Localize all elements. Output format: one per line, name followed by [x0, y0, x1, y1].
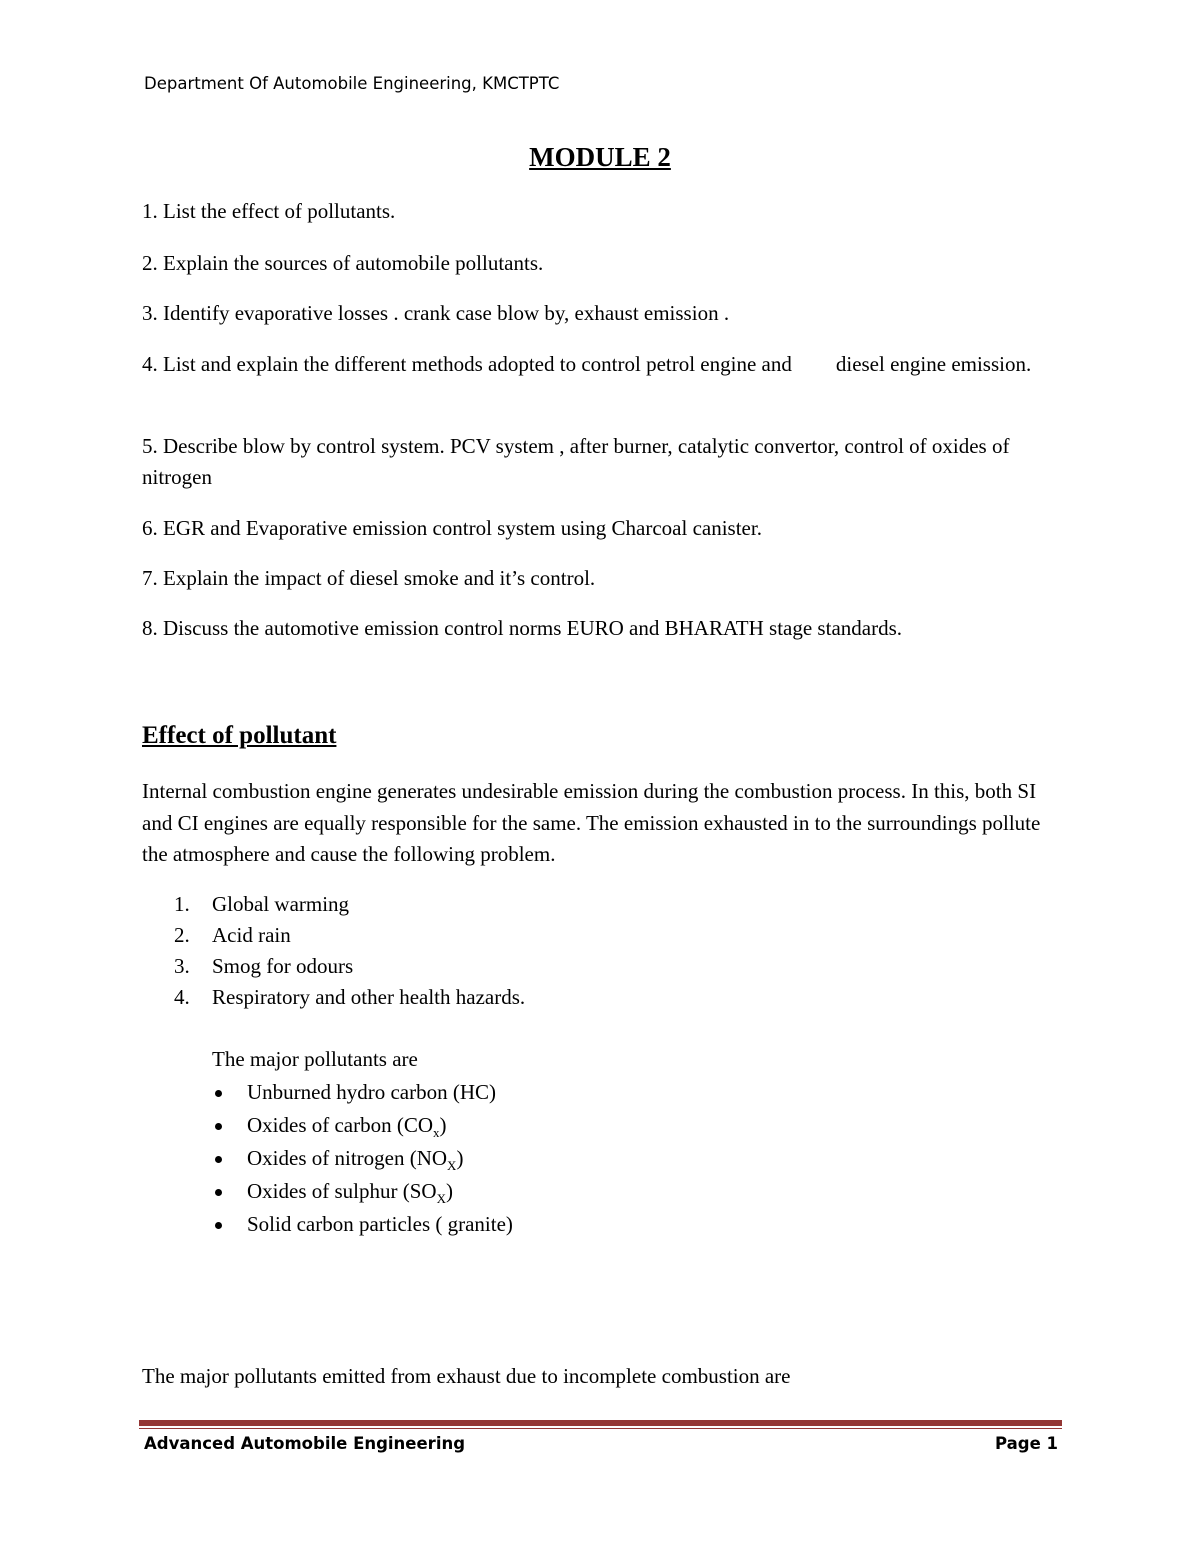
section-heading: Effect of pollutant	[142, 722, 337, 749]
question-2: 2. Explain the sources of automobile pollutants.	[142, 251, 544, 275]
question-5: 5. Describe blow by control system. PCV system , after burner, catalytic convertor, control of oxides of nitrogen	[142, 434, 1010, 489]
question-4-part2: diesel engine emission.	[835, 352, 1032, 376]
question-7: 7. Explain the impact of diesel smoke and it’s control.	[142, 566, 596, 590]
bullet-icon	[215, 1189, 222, 1196]
list-item-number: 2.	[174, 923, 190, 947]
footer-rule-thin	[139, 1428, 1062, 1429]
list-item-tail: )	[456, 1146, 464, 1170]
list-item	[142, 1176, 513, 1209]
list-item-number: 3.	[174, 954, 190, 978]
subscript: X	[447, 1158, 457, 1174]
subscript: x	[433, 1125, 440, 1141]
bullet-icon	[215, 1123, 222, 1130]
footer-course-title: Advanced Automobile Engineering	[144, 1434, 466, 1453]
intro-paragraph: Internal combustion engine generates undesirable emission during the combustion process. In this, both SI and CI engines are equally responsible for the same. The emission exhausted in to the surroundings pollute the atmosphere and cause the following problem.	[142, 779, 1041, 866]
question-1: 1. List the effect of pollutants.	[142, 199, 396, 223]
problems-list	[142, 889, 525, 1013]
bullet-icon	[215, 1222, 222, 1229]
list-item-text: Unburned hydro carbon (HC)	[247, 1080, 497, 1104]
closing-sentence: The major pollutants emitted from exhaust due to incomplete combustion are	[142, 1364, 791, 1388]
list-item	[142, 1110, 513, 1143]
list-item-text: Global warming	[212, 892, 350, 916]
question-3: 3. Identify evaporative losses . crank case blow by, exhaust emission .	[142, 301, 730, 325]
pollutants-list	[142, 1077, 513, 1242]
list-item	[142, 889, 525, 920]
bullet-icon	[215, 1090, 222, 1097]
list-item-text: Smog for odours	[212, 954, 354, 978]
list-item-tail: )	[445, 1179, 453, 1203]
list-item-text: Oxides of sulphur (SO	[247, 1179, 437, 1203]
subscript: X	[436, 1191, 446, 1207]
list-item-text: Respiratory and other health hazards.	[212, 985, 526, 1009]
list-item-text: Oxides of carbon (CO	[247, 1113, 434, 1137]
list-item	[142, 1209, 513, 1242]
list-item	[142, 1077, 513, 1110]
bullet-icon	[215, 1156, 222, 1163]
module-title: MODULE 2	[529, 142, 671, 172]
question-6: 6. EGR and Evaporative emission control system using Charcoal canister.	[142, 516, 762, 540]
question-4	[142, 349, 1054, 380]
footer-rule	[139, 1420, 1062, 1426]
major-pollutants-label: The major pollutants are	[212, 1047, 418, 1071]
footer-page-number: Page 1	[994, 1434, 1058, 1453]
list-item-text: Oxides of nitrogen (NO	[247, 1146, 448, 1170]
list-item-number: 4.	[174, 985, 190, 1009]
question-8: 8. Discuss the automotive emission control norms EURO and BHARATH stage standards.	[142, 616, 902, 640]
list-item-number: 1.	[174, 892, 190, 916]
list-item-text: Solid carbon particles ( granite)	[247, 1212, 513, 1236]
list-item	[142, 982, 525, 1013]
list-item-tail: )	[439, 1113, 447, 1137]
list-item	[142, 1143, 513, 1176]
list-item	[142, 951, 525, 982]
page-header: Department Of Automobile Engineering, KMCTPTC	[144, 74, 560, 93]
question-4-part1: 4. List and explain the different methods adopted to control petrol engine and	[142, 352, 792, 376]
list-item	[142, 920, 525, 951]
list-item-text: Acid rain	[212, 923, 291, 947]
